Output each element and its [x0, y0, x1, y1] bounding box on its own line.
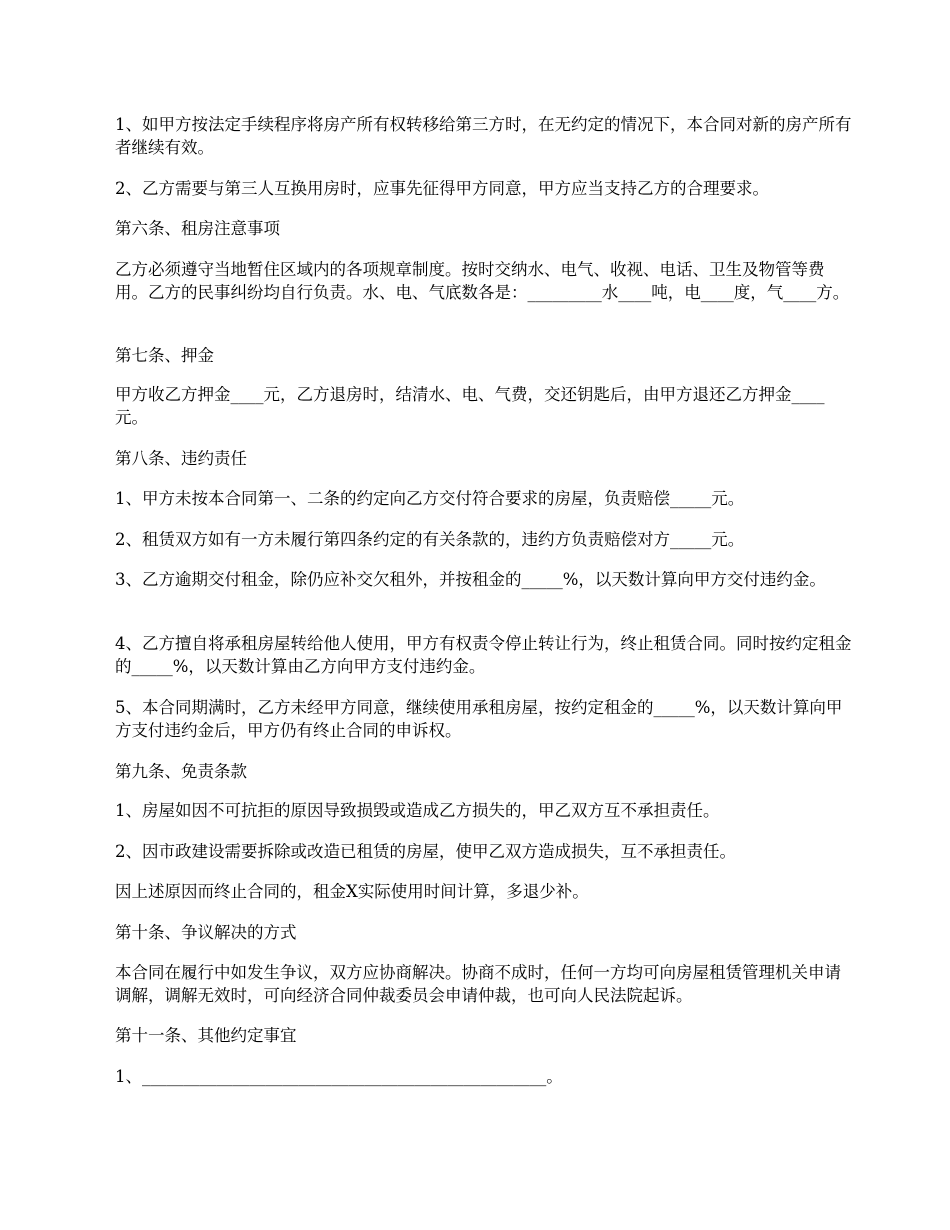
section-heading: 第七条、押金: [115, 346, 214, 365]
clause-paragraph: 4、乙方擅自将承租房屋转给他人使用，甲方有权责令停止转让行为，终止租赁合同。同时按约定租金的_____%，以天数计算由乙方向甲方支付违约金。: [115, 634, 852, 676]
section-heading: 第十一条、其他约定事宜: [115, 1026, 297, 1045]
clause-paragraph: 5、本合同期满时，乙方未经甲方同意，继续使用承租房屋，按约定租金的_____%，以天数计算向甲方支付违约金后，甲方仍有终止合同的申诉权。: [115, 698, 843, 740]
clause-paragraph: 1、如甲方按法定手续程序将房产所有权转移给第三方时，在无约定的情况下，本合同对新的房产所有者继续有效。: [115, 115, 852, 157]
clause-paragraph: 乙方必须遵守当地暂住区域内的各项规章制度。按时交纳水、电气、收视、电话、卫生及物管等费用。乙方的民事纠纷均自行负责。水、电、气底数各是：_________水____吨，电____度，气____方。: [115, 260, 850, 302]
clause-paragraph: 1、房屋如因不可抗拒的原因导致损毁或造成乙方损失的，甲乙双方互不承担责任。: [115, 801, 720, 820]
clause-paragraph: 2、因市政建设需要拆除或改造已租赁的房屋，使甲乙双方造成损失，互不承担责任。: [115, 842, 736, 861]
section-heading: 第十条、争议解决的方式: [115, 923, 297, 942]
section-heading: 第九条、免责条款: [115, 762, 247, 781]
clause-paragraph: 1、_________________________________________________。: [115, 1067, 563, 1086]
clause-paragraph: 2、租赁双方如有一方未履行第四条约定的有关条款的，违约方负责赔偿对方_____元。: [115, 530, 745, 549]
clause-paragraph: 因上述原因而终止合同的，租金X实际使用时间计算，多退少补。: [115, 882, 589, 901]
clause-paragraph: 甲方收乙方押金____元，乙方退房时，结清水、电、气费，交还钥匙后，由甲方退还乙方押金____元。: [115, 385, 825, 427]
clause-paragraph: 本合同在履行中如发生争议，双方应协商解决。协商不成时，任何一方均可向房屋租赁管理机关申请调解，调解无效时，可向经济合同仲裁委员会申请仲裁，也可向人民法院起诉。: [115, 963, 841, 1005]
clause-paragraph: 1、甲方未按本合同第一、二条的约定向乙方交付符合要求的房屋，负责赔偿_____元。: [115, 489, 745, 508]
clause-paragraph: 3、乙方逾期交付租金，除仍应补交欠租外，并按租金的_____%，以天数计算向甲方交付违约金。: [115, 570, 826, 589]
section-heading: 第六条、租房注意事项: [115, 219, 280, 238]
section-heading: 第八条、违约责任: [115, 449, 247, 468]
clause-paragraph: 2、乙方需要与第三人互换用房时，应事先征得甲方同意，甲方应当支持乙方的合理要求。: [115, 179, 769, 198]
